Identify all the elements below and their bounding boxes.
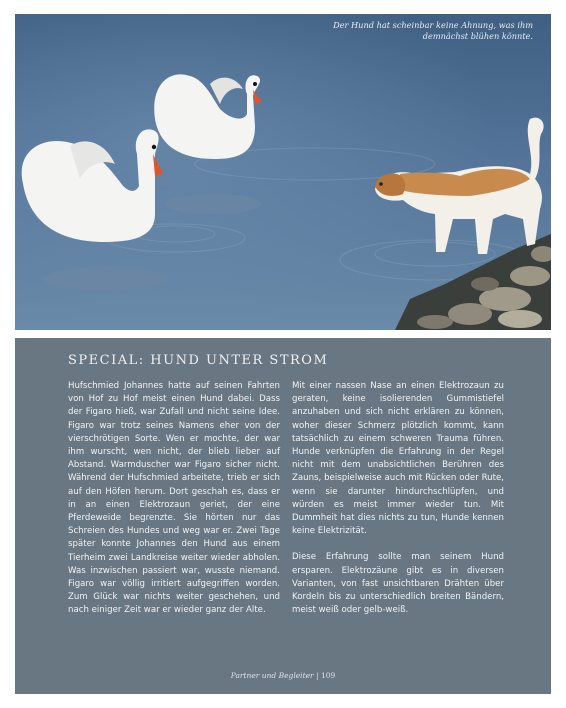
swans-and-dog-photo <box>15 14 551 330</box>
left-column <box>68 380 280 618</box>
article-heading <box>68 353 328 368</box>
left-column-paragraph: Hufschmied Johannes hatte auf seinen Fahrten von Hof zu Hof meist einen Hund dabei. Dass der Figaro hieß, war Zufall und nicht seine Idee. Figaro war trotz seines Namens eher von der vierschrötigen Sorte. Wen er mochte, der war ihm wurscht, wen nicht, der blieb lieber auf Abstand. Warmduscher war Figaro sicher nicht. Während der Hufschmied arbeitete, trieb er sich auf den Höfen herum. Dort geschah es, dass er in an einen Elektrozaun geriet, der eine Pferdeweide begrenzte. Sie hörten nur das Schreien des Hundes und weg war er. Zwei Tage später konnte Johannes den Hund aus einem Tierheim zwei Landkreise weiter wieder abholen. Was inzwischen passiert war, wusste niemand. Figaro war völlig irritiert aufgegriffen worden. Zum Glück war nichts weiter geschehen, und nach einiger Zeit war er wieder ganz der Alte. <box>68 381 280 616</box>
right-column <box>292 380 504 617</box>
right-column-paragraph-1: Mit einer nassen Nase an einen Elektrozaun zu geraten, keine isolierenden Gummistiefel anzuhaben und sich nicht erklären zu können, woher dieser Schmerz plötzlich kommt, kann tatsächlich zu einem schweren Trauma führen. Hunde verknüpfen die Erfahrung in der Regel nicht mit dem unabsichtlichen Berühren des Zauns, beispielweise auch mit Rücken oder Rute, wenn sie darunter hindurchschlüpfen, und würden es meist immer wieder tun. Mit Dummheit hat dies nichts zu tun, Hunde kennen keine Elektrizität. <box>292 381 504 537</box>
book-title: Partner und Begleiter <box>230 671 314 680</box>
heading-prefix: SPECIAL: <box>68 353 145 368</box>
heading-main: HUND UNTER STROM <box>150 353 329 368</box>
photo-caption: Der Hund hat scheinbar keine Ahnung, was ihm demnächst blühen könnte. <box>333 20 533 41</box>
article-panel <box>15 338 551 694</box>
page-footer <box>15 671 551 680</box>
page-number: 109 <box>320 671 336 680</box>
right-column-paragraph-2: Diese Erfahrung sollte man seinem Hund ersparen. Elektrozäune gibt es in diversen Varianten, von fast unsichtbaren Drähten über Kordeln bis zu unterschiedlich breiten Bändern, meist weiß oder gelb-weiß. <box>292 552 504 616</box>
photo-illustration <box>15 14 551 330</box>
footer-separator: | <box>316 671 319 680</box>
